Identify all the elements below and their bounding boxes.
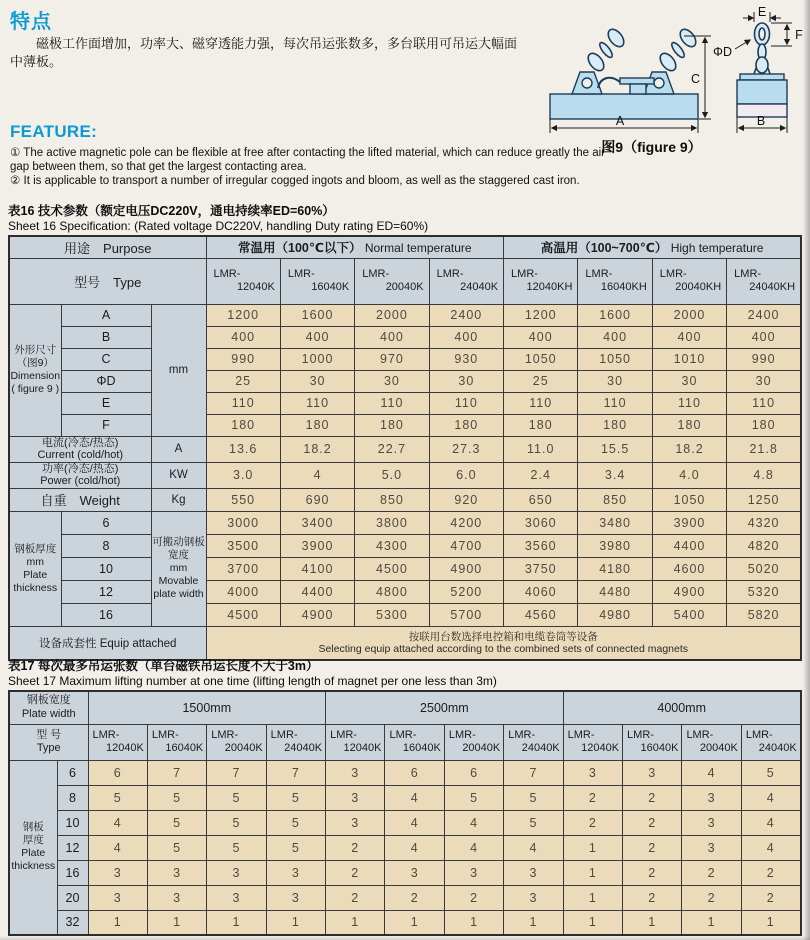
dim-label-f: F — [795, 28, 803, 42]
t17-row-6-val-7: 1 — [504, 910, 563, 935]
t17-model-header-10: LMR- 20040K — [682, 724, 741, 760]
t17-row-4-val-3: 3 — [266, 860, 325, 885]
specification-table — [8, 235, 802, 661]
t17-model-header-3: LMR- 24040K — [266, 724, 325, 760]
dim-label-phi-d: ΦD — [712, 45, 732, 59]
t17-row-5-val-4: 2 — [326, 885, 385, 910]
t16-thk-3-val-4: 4060 — [504, 580, 578, 603]
t17-row-1-val-7: 5 — [504, 785, 563, 810]
t16-thk-0-val-4: 3060 — [504, 511, 578, 534]
t17-thickness-3: 12 — [57, 835, 88, 860]
t16-erow-1-val-4: 2.4 — [504, 462, 578, 488]
figure-9 — [534, 6, 808, 162]
t17-row-5-val-1: 3 — [147, 885, 206, 910]
t17-row-0-val-8: 3 — [563, 760, 622, 785]
t16-dim-2-val-6: 1010 — [652, 348, 726, 370]
t17-model-header-11: LMR- 24040K — [741, 724, 800, 760]
t17-row-2-val-5: 4 — [385, 810, 444, 835]
t16-thk-2-val-7: 5020 — [727, 557, 801, 580]
t16-dim-letter-4: E — [61, 392, 151, 414]
t17-row-6-val-11: 1 — [741, 910, 800, 935]
t17-row-2-val-1: 5 — [147, 810, 206, 835]
t17-row-3-val-4: 2 — [326, 835, 385, 860]
t17-row-4-val-7: 3 — [504, 860, 563, 885]
t16-dim-0-val-0: 1200 — [206, 304, 280, 326]
t17-width-group-1: 2500mm — [326, 691, 564, 724]
t17-row-6-val-5: 1 — [385, 910, 444, 935]
t17-row-3-val-11: 4 — [741, 835, 800, 860]
t17-thickness-label: 钢板 厚度 Plate thickness — [9, 760, 57, 935]
t16-thk-0-val-2: 3800 — [355, 511, 429, 534]
t17-row-0-val-3: 7 — [266, 760, 325, 785]
t17-row-6-val-9: 1 — [623, 910, 682, 935]
t16-dim-1-val-3: 400 — [429, 326, 503, 348]
t17-width-group-0: 1500mm — [88, 691, 326, 724]
t16-erow-1-val-0: 3.0 — [206, 462, 280, 488]
t17-row-1-val-5: 4 — [385, 785, 444, 810]
t16-model-header-6: LMR- 20040KH — [652, 258, 726, 304]
t16-thk-2-val-1: 4100 — [280, 557, 354, 580]
t16-model-header-0: LMR- 12040K — [206, 258, 280, 304]
t16-thk-2-val-6: 4600 — [652, 557, 726, 580]
t17-model-header-0: LMR- 12040K — [88, 724, 147, 760]
t16-dim-letter-2: C — [61, 348, 151, 370]
magnet-front-view — [550, 72, 698, 119]
t17-row-5-val-3: 3 — [266, 885, 325, 910]
max-lifting-table — [8, 690, 802, 936]
t17-row-4-val-10: 2 — [682, 860, 741, 885]
t17-model-header-7: LMR- 24040K — [504, 724, 563, 760]
t17-row-0-val-2: 7 — [207, 760, 266, 785]
t16-dim-0-val-6: 2000 — [652, 304, 726, 326]
t17-row-4-val-0: 3 — [88, 860, 147, 885]
feature-item-2: ② It is applicable to transport a number of irregular cogged ingots and bloom, as well as the staggered cast iron. — [10, 174, 580, 187]
t16-dim-5-val-4: 180 — [504, 414, 578, 436]
t17-row-4-val-4: 2 — [326, 860, 385, 885]
t17-thickness-4: 16 — [57, 860, 88, 885]
t17-row-5-val-5: 2 — [385, 885, 444, 910]
dim-label-a: A — [615, 114, 625, 128]
scan-edge-bottom — [0, 936, 810, 940]
t16-dim-3-val-2: 30 — [355, 370, 429, 392]
features-cn-line1: 磁极工作面增加，功率大、磁穿透能力强，每次吊运张数多，多台联用可吊运大幅面 — [36, 36, 518, 51]
t17-row-5-val-7: 3 — [504, 885, 563, 910]
t17-model-header-8: LMR- 12040K — [563, 724, 622, 760]
t17-row-3-val-2: 5 — [207, 835, 266, 860]
t16-dim-letter-5: F — [61, 414, 151, 436]
t16-row-label-1: 功率(冷态/热态) Power (cold/hot) — [9, 462, 151, 488]
t16-dim-4-val-3: 110 — [429, 392, 503, 414]
t16-dim-4-val-2: 110 — [355, 392, 429, 414]
t16-model-header-4: LMR- 12040KH — [504, 258, 578, 304]
t16-erow-0-val-7: 21.8 — [727, 436, 801, 462]
t17-row-6-val-1: 1 — [147, 910, 206, 935]
t16-dim-0-val-5: 1600 — [578, 304, 652, 326]
t16-model-header-1: LMR- 16040K — [280, 258, 354, 304]
t17-model-header-1: LMR- 16040K — [147, 724, 206, 760]
t17-thickness-2: 10 — [57, 810, 88, 835]
t16-equip-label: 设备成套性 Equip attached — [9, 626, 206, 660]
t16-erow-2-val-1: 690 — [280, 488, 354, 511]
t16-thk-1-val-6: 4400 — [652, 534, 726, 557]
t17-row-4-val-2: 3 — [207, 860, 266, 885]
lifting-magnet-diagram — [534, 6, 808, 138]
t16-erow-0-val-0: 13.6 — [206, 436, 280, 462]
t16-thickness-letter-4: 16 — [61, 603, 151, 626]
t16-thk-1-val-5: 3980 — [578, 534, 652, 557]
t16-thickness-letter-0: 6 — [61, 511, 151, 534]
features-cn-paragraph — [10, 35, 558, 70]
table16-block — [8, 204, 802, 661]
t16-thickness-label: 钢板厚度 mm Plate thickness — [9, 511, 61, 626]
t17-row-5-val-0: 3 — [88, 885, 147, 910]
t17-width-group-2: 4000mm — [563, 691, 801, 724]
t16-dim-4-val-4: 110 — [504, 392, 578, 414]
t17-row-5-val-11: 2 — [741, 885, 800, 910]
t16-dim-letter-3: ΦD — [61, 370, 151, 392]
t16-thk-0-val-5: 3480 — [578, 511, 652, 534]
t16-dim-0-val-4: 1200 — [504, 304, 578, 326]
t16-dim-letter-0: A — [61, 304, 151, 326]
t16-thk-0-val-7: 4320 — [727, 511, 801, 534]
t17-row-3-val-6: 4 — [444, 835, 503, 860]
t16-dim-0-val-2: 2000 — [355, 304, 429, 326]
t16-row-unit-1: KW — [151, 462, 206, 488]
features-en-list — [10, 147, 622, 188]
t16-thk-0-val-3: 4200 — [429, 511, 503, 534]
table16-title-en: Sheet 16 Specification: (Rated voltage DC220V, handling Duty rating ED=60%) — [8, 219, 429, 233]
t16-dim-1-val-0: 400 — [206, 326, 280, 348]
t17-row-0-val-7: 7 — [504, 760, 563, 785]
table16-title-cn: 表16 技术参数（额定电压DC220V，通电持续率ED=60%） — [8, 204, 335, 218]
t17-thickness-5: 20 — [57, 885, 88, 910]
t16-thk-3-val-1: 4400 — [280, 580, 354, 603]
t17-row-6-val-3: 1 — [266, 910, 325, 935]
t16-dim-2-val-3: 930 — [429, 348, 503, 370]
t17-row-3-val-3: 5 — [266, 835, 325, 860]
table17-block — [8, 659, 802, 936]
t17-thickness-1: 8 — [57, 785, 88, 810]
t16-dim-4-val-6: 110 — [652, 392, 726, 414]
t17-row-1-val-1: 5 — [147, 785, 206, 810]
t16-dim-letter-1: B — [61, 326, 151, 348]
t17-row-0-val-11: 5 — [741, 760, 800, 785]
t16-thk-4-val-1: 4900 — [280, 603, 354, 626]
t16-thickness-letter-3: 12 — [61, 580, 151, 603]
t17-model-header-4: LMR- 12040K — [326, 724, 385, 760]
t16-thk-4-val-2: 5300 — [355, 603, 429, 626]
t16-group-normal-header: 常温用（100℃以下） Normal temperature — [206, 236, 504, 258]
t17-row-4-val-9: 2 — [623, 860, 682, 885]
t16-thk-3-val-2: 4800 — [355, 580, 429, 603]
t16-purpose-header: 用途 Purpose — [9, 236, 206, 258]
t16-dim-0-val-1: 1600 — [280, 304, 354, 326]
t17-type-header: 型 号 Type — [9, 724, 88, 760]
t16-dim-1-val-4: 400 — [504, 326, 578, 348]
t16-group-high-header: 高温用（100~700℃） High temperature — [504, 236, 802, 258]
t16-dim-5-val-1: 180 — [280, 414, 354, 436]
t17-row-5-val-8: 1 — [563, 885, 622, 910]
t16-movable-label: 可搬动钢板 宽度 mm Movable plate width — [151, 511, 206, 626]
t17-row-3-val-9: 2 — [623, 835, 682, 860]
t17-row-6-val-2: 1 — [207, 910, 266, 935]
t17-row-0-val-4: 3 — [326, 760, 385, 785]
t17-row-3-val-10: 3 — [682, 835, 741, 860]
t16-thk-2-val-3: 4900 — [429, 557, 503, 580]
t16-thk-3-val-5: 4480 — [578, 580, 652, 603]
t17-row-3-val-8: 1 — [563, 835, 622, 860]
table17-title-en: Sheet 17 Maximum lifting number at one time (lifting length of magnet per one less than 3m) — [8, 674, 497, 688]
t17-row-4-val-11: 2 — [741, 860, 800, 885]
t16-erow-1-val-5: 3.4 — [578, 462, 652, 488]
t17-row-6-val-10: 1 — [682, 910, 741, 935]
t16-erow-1-val-2: 5.0 — [355, 462, 429, 488]
t16-erow-1-val-7: 4.8 — [727, 462, 801, 488]
t16-thk-1-val-7: 4820 — [727, 534, 801, 557]
t16-dim-1-val-5: 400 — [578, 326, 652, 348]
t16-thk-0-val-1: 3400 — [280, 511, 354, 534]
t16-thk-3-val-3: 5200 — [429, 580, 503, 603]
t16-erow-2-val-0: 550 — [206, 488, 280, 511]
t17-model-header-6: LMR- 20040K — [444, 724, 503, 760]
t16-dim-0-val-3: 2400 — [429, 304, 503, 326]
t17-thickness-0: 6 — [57, 760, 88, 785]
figure-caption: 图9（figure 9） — [601, 139, 702, 155]
t17-row-1-val-2: 5 — [207, 785, 266, 810]
t16-dim-4-val-1: 110 — [280, 392, 354, 414]
t16-thk-4-val-4: 4560 — [504, 603, 578, 626]
t16-dim-5-val-5: 180 — [578, 414, 652, 436]
t16-dim-0-val-7: 2400 — [727, 304, 801, 326]
t16-row-label-0: 电流(冷态/热态) Current (cold/hot) — [9, 436, 151, 462]
t16-dim-5-val-3: 180 — [429, 414, 503, 436]
t16-dim-3-val-6: 30 — [652, 370, 726, 392]
t16-row-label-2: 自重 Weight — [9, 488, 151, 511]
t16-dim-2-val-0: 990 — [206, 348, 280, 370]
t16-model-header-2: LMR- 20040K — [355, 258, 429, 304]
side-chain — [754, 23, 770, 74]
t16-erow-2-val-5: 850 — [578, 488, 652, 511]
t17-row-2-val-7: 5 — [504, 810, 563, 835]
features-cn-line2: 中薄板。 — [10, 53, 63, 69]
t17-row-1-val-4: 3 — [326, 785, 385, 810]
t16-erow-2-val-4: 650 — [504, 488, 578, 511]
t16-erow-2-val-2: 850 — [355, 488, 429, 511]
t16-thk-1-val-2: 4300 — [355, 534, 429, 557]
chains — [585, 26, 699, 73]
t17-row-1-val-3: 5 — [266, 785, 325, 810]
t16-erow-0-val-4: 11.0 — [504, 436, 578, 462]
t16-model-header-5: LMR- 16040KH — [578, 258, 652, 304]
dim-label-e: E — [757, 6, 767, 19]
t16-dim-3-val-3: 30 — [429, 370, 503, 392]
t17-row-2-val-9: 2 — [623, 810, 682, 835]
t16-row-unit-2: Kg — [151, 488, 206, 511]
t16-erow-2-val-6: 1050 — [652, 488, 726, 511]
t16-dim-2-val-4: 1050 — [504, 348, 578, 370]
t17-row-2-val-11: 4 — [741, 810, 800, 835]
t16-equip-note: 按联用台数选择电控箱和电缆卷筒等设备 Selecting equip attached according to the combined sets of connected magnets — [206, 626, 801, 660]
t16-thk-3-val-7: 5320 — [727, 580, 801, 603]
t16-dim-4-val-7: 110 — [727, 392, 801, 414]
t16-erow-2-val-3: 920 — [429, 488, 503, 511]
t16-thickness-letter-2: 10 — [61, 557, 151, 580]
t17-row-1-val-0: 5 — [88, 785, 147, 810]
t17-row-2-val-2: 5 — [207, 810, 266, 835]
t16-thk-3-val-0: 4000 — [206, 580, 280, 603]
t16-erow-0-val-3: 27.3 — [429, 436, 503, 462]
t16-model-header-3: LMR- 24040K — [429, 258, 503, 304]
t16-erow-1-val-6: 4.0 — [652, 462, 726, 488]
t16-row-unit-0: A — [151, 436, 206, 462]
t16-thk-1-val-1: 3900 — [280, 534, 354, 557]
t17-row-2-val-6: 4 — [444, 810, 503, 835]
t17-row-0-val-9: 3 — [623, 760, 682, 785]
t16-dim-3-val-5: 30 — [578, 370, 652, 392]
features-cn-heading: 特点 — [10, 11, 52, 33]
t16-erow-0-val-1: 18.2 — [280, 436, 354, 462]
t17-row-1-val-10: 3 — [682, 785, 741, 810]
feature-item-1: ① The active magnetic pole can be flexible at free after contacting the lifted material, which can reduce greatly the air gap between them, so that get the largest contacting area. — [10, 147, 606, 173]
t16-thk-2-val-4: 3750 — [504, 557, 578, 580]
dim-label-c: C — [690, 72, 700, 86]
t16-dim-2-val-1: 1000 — [280, 348, 354, 370]
t16-thk-4-val-3: 5700 — [429, 603, 503, 626]
t17-row-0-val-6: 6 — [444, 760, 503, 785]
features-en-heading: FEATURE: — [10, 122, 98, 141]
t17-row-5-val-6: 2 — [444, 885, 503, 910]
t16-dim-3-val-7: 30 — [727, 370, 801, 392]
t17-row-5-val-2: 3 — [207, 885, 266, 910]
t16-thk-1-val-0: 3500 — [206, 534, 280, 557]
t17-row-2-val-4: 3 — [326, 810, 385, 835]
t17-row-1-val-9: 2 — [623, 785, 682, 810]
t17-row-2-val-10: 3 — [682, 810, 741, 835]
t16-dimension-label: 外形尺寸 （图9） Dimension ( figure 9 ) — [9, 304, 61, 436]
t16-erow-2-val-7: 1250 — [727, 488, 801, 511]
t16-thk-4-val-6: 5400 — [652, 603, 726, 626]
t16-model-header-7: LMR- 24040KH — [727, 258, 801, 304]
t16-dim-1-val-2: 400 — [355, 326, 429, 348]
cable — [598, 78, 620, 88]
t17-row-1-val-8: 2 — [563, 785, 622, 810]
t17-row-3-val-0: 4 — [88, 835, 147, 860]
t17-plate-width-header: 钢板宽度 Plate width — [9, 691, 88, 724]
t16-erow-0-val-5: 15.5 — [578, 436, 652, 462]
t17-row-2-val-8: 2 — [563, 810, 622, 835]
t17-row-3-val-7: 4 — [504, 835, 563, 860]
t16-dim-2-val-7: 990 — [727, 348, 801, 370]
t16-thk-0-val-0: 3000 — [206, 511, 280, 534]
t16-thk-3-val-6: 4900 — [652, 580, 726, 603]
t17-row-5-val-9: 2 — [623, 885, 682, 910]
t16-dim-4-val-0: 110 — [206, 392, 280, 414]
t17-row-4-val-5: 3 — [385, 860, 444, 885]
t16-dim-1-val-7: 400 — [727, 326, 801, 348]
table17-title-cn: 表17 每次最多吊运张数（单台磁铁吊运长度不大于3m） — [8, 659, 319, 673]
t16-dim-1-val-1: 400 — [280, 326, 354, 348]
t16-dim-3-val-0: 25 — [206, 370, 280, 392]
t16-thk-2-val-0: 3700 — [206, 557, 280, 580]
t17-row-0-val-0: 6 — [88, 760, 147, 785]
t16-type-header: 型号 Type — [9, 258, 206, 304]
t16-dim-2-val-2: 970 — [355, 348, 429, 370]
t16-dim-4-val-5: 110 — [578, 392, 652, 414]
t17-model-header-2: LMR- 20040K — [207, 724, 266, 760]
t16-thk-0-val-6: 3900 — [652, 511, 726, 534]
t16-erow-1-val-3: 6.0 — [429, 462, 503, 488]
t16-dim-5-val-6: 180 — [652, 414, 726, 436]
t16-thickness-letter-1: 8 — [61, 534, 151, 557]
t17-row-6-val-8: 1 — [563, 910, 622, 935]
t17-row-6-val-4: 1 — [326, 910, 385, 935]
t17-row-4-val-6: 3 — [444, 860, 503, 885]
t16-thk-1-val-4: 3560 — [504, 534, 578, 557]
t17-row-2-val-0: 4 — [88, 810, 147, 835]
t17-row-6-val-0: 1 — [88, 910, 147, 935]
t17-model-header-9: LMR- 16040K — [623, 724, 682, 760]
t17-row-0-val-10: 4 — [682, 760, 741, 785]
t17-row-3-val-1: 5 — [147, 835, 206, 860]
t16-dim-1-val-6: 400 — [652, 326, 726, 348]
t17-row-1-val-11: 4 — [741, 785, 800, 810]
t16-erow-0-val-6: 18.2 — [652, 436, 726, 462]
magnet-side-view — [737, 74, 787, 117]
t16-dim-3-val-1: 30 — [280, 370, 354, 392]
t17-row-1-val-6: 5 — [444, 785, 503, 810]
t16-dimension-unit: mm — [151, 304, 206, 436]
t17-row-4-val-1: 3 — [147, 860, 206, 885]
t16-dim-5-val-2: 180 — [355, 414, 429, 436]
t16-erow-1-val-1: 4 — [280, 462, 354, 488]
t17-thickness-6: 32 — [57, 910, 88, 935]
t17-row-2-val-3: 5 — [266, 810, 325, 835]
t16-thk-1-val-3: 4700 — [429, 534, 503, 557]
t16-thk-4-val-5: 4980 — [578, 603, 652, 626]
t16-thk-4-val-7: 5820 — [727, 603, 801, 626]
t16-thk-4-val-0: 4500 — [206, 603, 280, 626]
t16-erow-0-val-2: 22.7 — [355, 436, 429, 462]
t17-row-0-val-5: 6 — [385, 760, 444, 785]
t16-thk-2-val-2: 4500 — [355, 557, 429, 580]
t17-row-4-val-8: 1 — [563, 860, 622, 885]
t17-row-3-val-5: 4 — [385, 835, 444, 860]
t16-dim-2-val-5: 1050 — [578, 348, 652, 370]
t17-row-0-val-1: 7 — [147, 760, 206, 785]
t17-model-header-5: LMR- 16040K — [385, 724, 444, 760]
t17-row-5-val-10: 2 — [682, 885, 741, 910]
dim-label-b: B — [756, 114, 766, 128]
t16-dim-5-val-0: 180 — [206, 414, 280, 436]
t16-dim-3-val-4: 25 — [504, 370, 578, 392]
t16-dim-5-val-7: 180 — [727, 414, 801, 436]
t17-row-6-val-6: 1 — [444, 910, 503, 935]
t16-thk-2-val-5: 4180 — [578, 557, 652, 580]
